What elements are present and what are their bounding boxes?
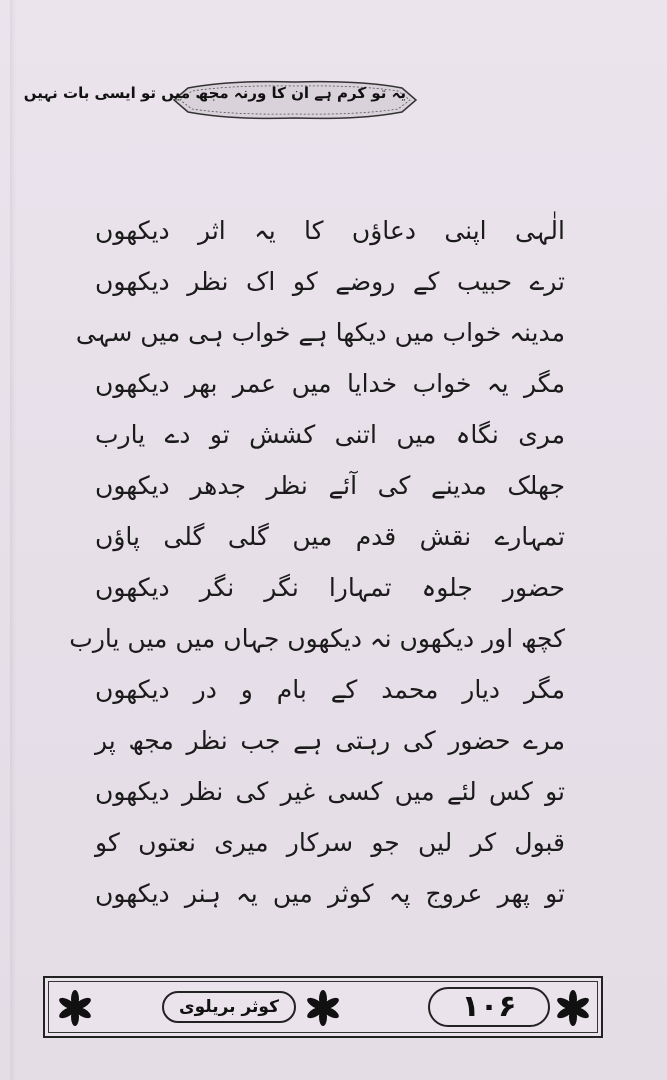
flower-asterisk-icon: [55, 988, 95, 1028]
verse-line: مگر یہ خواب خدایا میں عمر بھر دیکھوں: [95, 369, 565, 398]
verse-line: تو کس لئے میں کسی غیر کی نظر دیکھوں: [95, 777, 565, 806]
verse-line: ترے حبیب کے روضے کو اک نظر دیکھوں: [95, 267, 565, 296]
author-name: کوثر بریلوی: [162, 991, 296, 1023]
page-footer: [43, 976, 603, 1038]
verse-line: مدینہ خواب میں دیکھا ہے خواب ہی میں سہی: [75, 318, 565, 347]
verse-line: قبول کر لیں جو سرکار میری نعتوں کو: [95, 828, 565, 857]
verse-line: مگر دیار محمد کے بام و در دیکھوں: [95, 675, 565, 704]
poem-body: [69, 205, 565, 919]
verse-line: مری نگاہ میں اتنی کشش تو دے یارب: [95, 420, 565, 449]
verse-line: مرے حضور کی رہتی ہے جب نظر مجھ پر: [95, 726, 565, 755]
flower-asterisk-icon: [303, 988, 343, 1028]
verse-line: حضور جلوہ تمہارا نگر نگر دیکھوں: [95, 573, 565, 602]
verse-line: جھلک مدینے کی آئے نظر جدھر دیکھوں: [95, 471, 565, 500]
page-number: ۱۰۶: [428, 987, 550, 1027]
flower-asterisk-icon: [553, 988, 593, 1028]
verse-line: تو پھر عروج پہ کوثر میں یہ ہنر دیکھوں: [95, 879, 565, 908]
verse-line: کچھ اور دیکھوں نہ دیکھوں جہاں میں میں یارب: [69, 624, 565, 653]
verse-line: الٰہی اپنی دعاؤں کا یہ اثر دیکھوں: [95, 216, 565, 245]
verse-line: تمہارے نقش قدم میں گلی گلی پاؤں: [95, 522, 565, 551]
heading-title: یہ تو کرم ہے ان کا ورنہ مجھ میں تو ایسی بات نہیں: [23, 84, 406, 102]
heading-banner: [23, 76, 420, 124]
